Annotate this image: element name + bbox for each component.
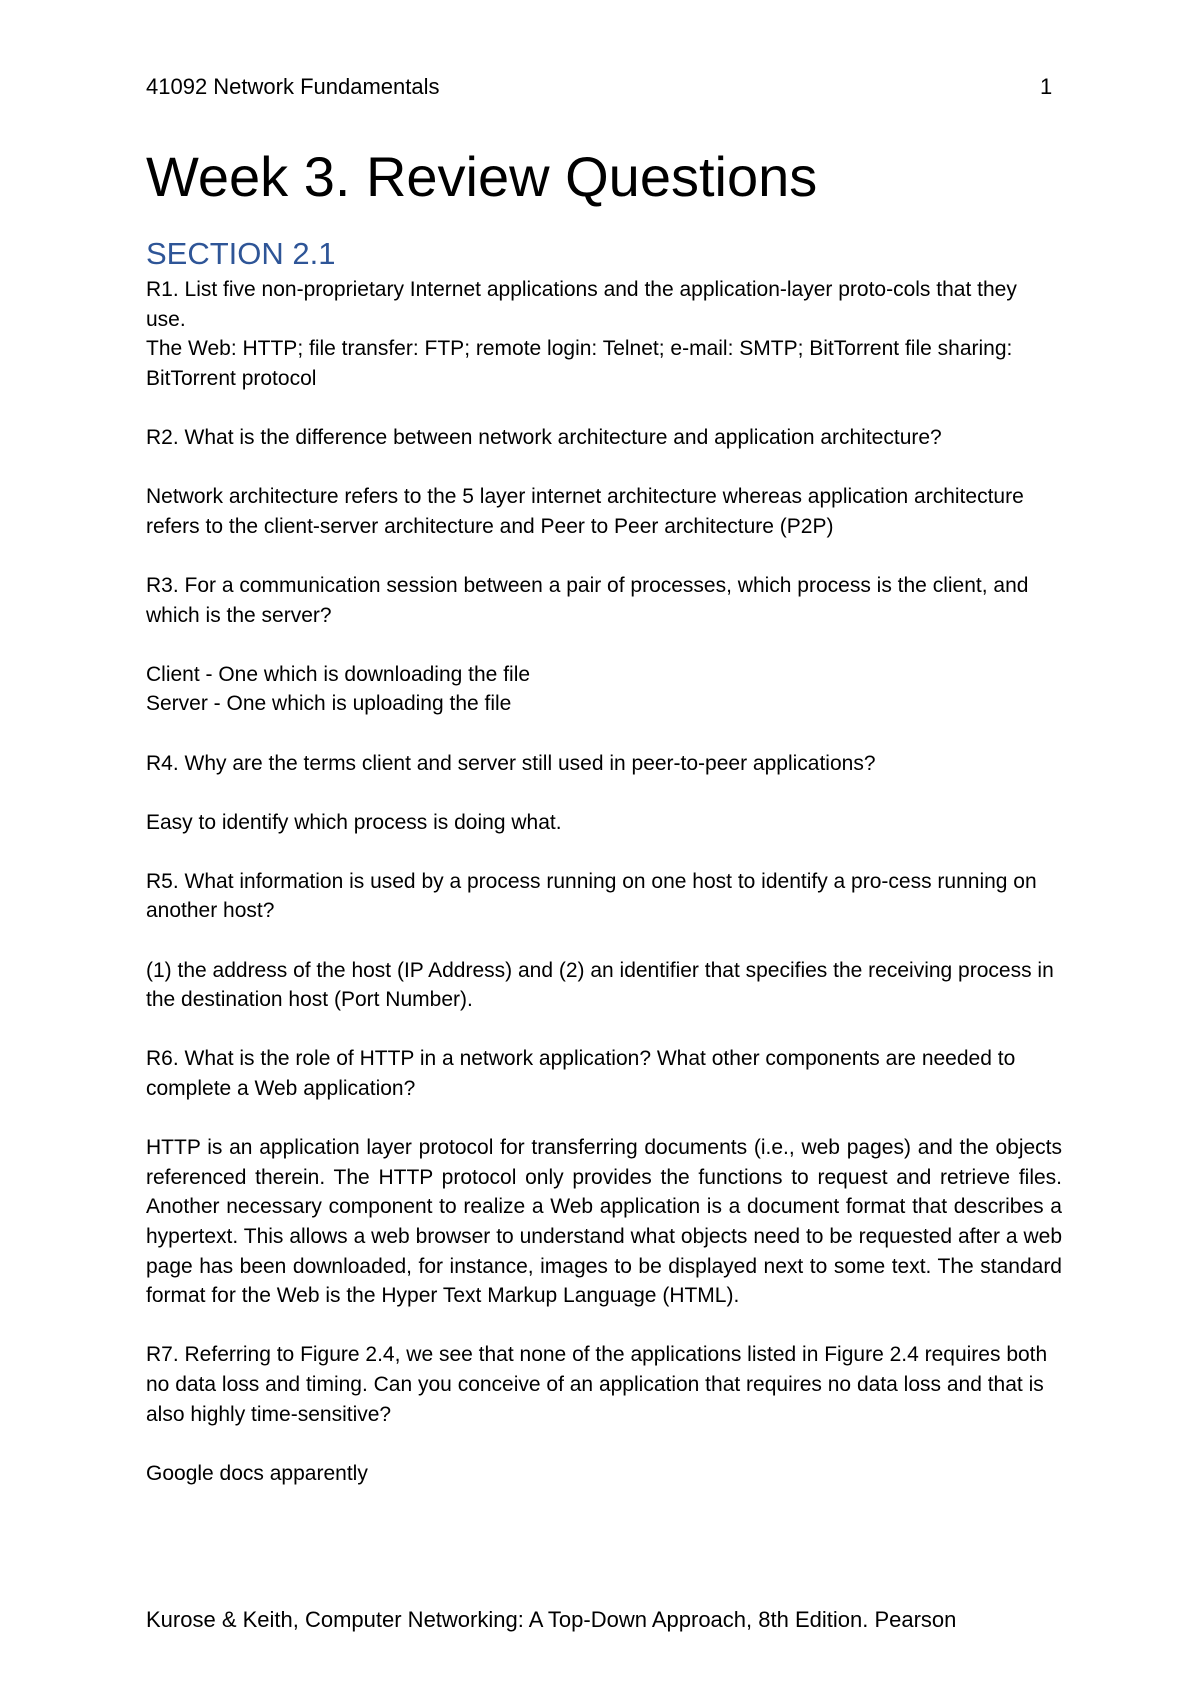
course-title: 41092 Network Fundamentals — [146, 74, 440, 99]
page-number: 1 — [1040, 74, 1053, 99]
r5-question: R5. What information is used by a process running on one host to identify a pro-cess running on another host? — [146, 869, 1037, 923]
r7-answer: Google docs apparently — [146, 1461, 368, 1485]
section-heading: SECTION 2.1 — [146, 236, 336, 271]
review-questions-body — [146, 275, 1062, 1488]
r3-question: R3. For a communication session between a pair of processes, which process is the client, and which is the server? — [146, 573, 1029, 627]
r6-answer: HTTP is an application layer protocol for transferring documents (i.e., web pages) and the objects referenced therein. The HTTP protocol only provides the functions to request and retrieve files. Another necessary component to realize a Web application is a document format that describes a hypertext. This allows a web browser to understand what objects need to be requested after a web page has been downloaded, for instance, images to be displayed next to some text. The standard format for the Web is the Hyper Text Markup Language (HTML). — [146, 1136, 1062, 1308]
r7-question: R7. Referring to Figure 2.4, we see that none of the applications listed in Figure 2.4 requires both no data loss and timing. Can you conceive of an application that requires no data loss and that is also highly time-sensitive? — [146, 1343, 1048, 1426]
r3-answer-server: Server - One which is uploading the file — [146, 692, 512, 716]
r2-answer: Network architecture refers to the 5 layer internet architecture whereas application architecture refers to the client-server architecture and Peer to Peer architecture (P2P) — [146, 485, 1024, 538]
r2-question: R2. What is the difference between network architecture and application architecture? — [146, 425, 942, 449]
r4-answer: Easy to identify which process is doing what. — [146, 810, 562, 834]
page-title: Week 3. Review Questions — [146, 145, 818, 208]
r6-question: R6. What is the role of HTTP in a network application? What other components are needed to complete a Web application? — [146, 1047, 1016, 1101]
r1-answer: The Web: HTTP; file transfer: FTP; remote login: Telnet; e-mail: SMTP; BitTorrent file sharing: BitTorrent protocol — [146, 337, 1013, 390]
r5-answer: (1) the address of the host (IP Address) and (2) an identifier that specifies the receiving process in the destination host (Port Number). — [146, 958, 1054, 1012]
footer-citation: Kurose & Keith, Computer Networking: A Top-Down Approach, 8th Edition. Pearson — [146, 1607, 957, 1632]
r3-answer-client: Client - One which is downloading the file — [146, 662, 531, 686]
r4-question: R4. Why are the terms client and server still used in peer-to-peer applications? — [146, 751, 876, 775]
r1-question: R1. List five non-proprietary Internet applications and the application-layer proto-cols that they use. — [146, 278, 1017, 331]
